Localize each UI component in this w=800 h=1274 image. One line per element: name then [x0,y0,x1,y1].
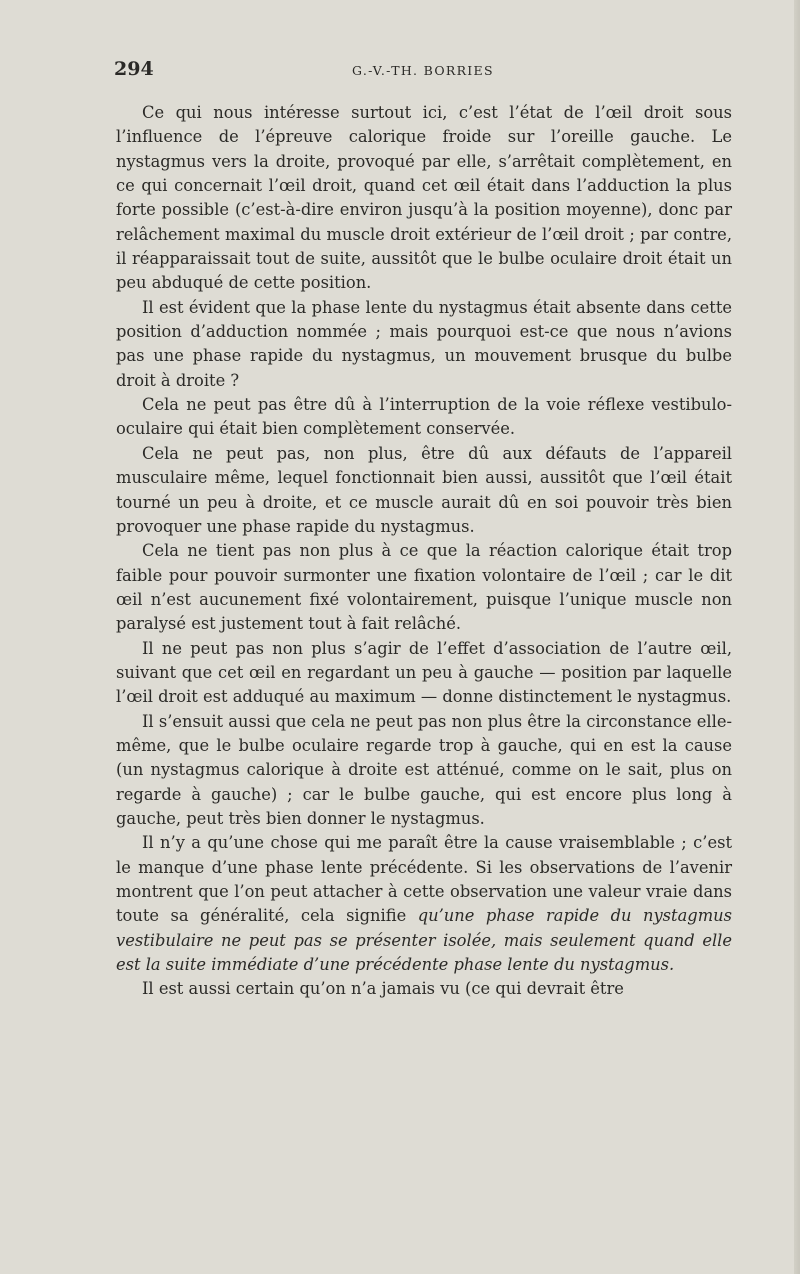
paragraph-2: Il est évident que la phase lente du nystagmus était absente dans cette position d’adduction nommée ; mais pourquoi est-ce que nous n’avions pas une phase rapide du nystagmus, un mouvement brusque du bulbe droit à droite ? [116,297,732,390]
running-head: G.-V.-TH. BORRIES [352,63,494,78]
paragraph-5: Cela ne tient pas non plus à ce que la réaction calorique était trop faible pour pouvoir surmonter une fixation volontaire de l’œil ; car le dit œil n’est aucunement fixé volontairement, puisque l’unique muscle non paralysé est justement tout à fait relâché. [116,541,732,634]
paragraph-8 [116,831,732,977]
paragraph-8-italic: qu’une phase rapide du nystagmus vestibulaire ne peut pas se présenter isolée, mais seulement quand elle est la suite immédiate d’une précédente phase lente du nystagmus. [116,906,732,975]
page-number: 294 [114,58,154,80]
paragraph-9: Il est aussi certain qu’on n’a jamais vu (ce qui devrait être [142,979,624,999]
paragraph-7: Il s’ensuit aussi que cela ne peut pas non plus être la circonstance elle-même, que le bulbe oculaire regarde trop à gauche, qui en est la cause (un nystagmus calorique à droite est atténué, comme on le sait, plus on regarde à gauche) ; car le bulbe gauche, qui est encore plus long à gauche, peut très bien donner le nystagmus. [116,711,732,828]
page-header [114,58,734,84]
paragraph-6: Il ne peut pas non plus s’agir de l’effet d’association de l’autre œil, suivant que cet œil en regardant un peu à gauche — position par laquelle l’œil droit est adduqué au maximum — donne distinctement le nystagmus. [116,638,732,707]
body-text [116,101,732,1002]
paragraph-3: Cela ne peut pas être dû à l’interruption de la voie réflexe vestibulo-oculaire qui était bien complètement conservée. [116,395,732,439]
paragraph-8-lead: Il n’y a qu’une chose qui me paraît être la cause vraisemblable ; c’est le manque d’une phase lente précédente. Si les observations de l’avenir montrent que l’on peut attacher à cette observation une valeur vraie dans toute sa généralité, cela signifie [116,833,732,926]
paragraph-1: Ce qui nous intéresse surtout ici, c’est l’état de l’œil droit sous l’influence de l’épreuve calorique froide sur l’oreille gauche. Le nystagmus vers la droite, provoqué par elle, s’arrêtait complètement, en ce qui concernait l’œil droit, quand cet œil était dans l’adduction la plus forte possible (c’est-à-dire environ jusqu’à la position moyenne), donc par relâchement maximal du muscle droit extérieur de l’œil droit ; par contre, il réapparaissait tout de suite, aussitôt que le bulbe oculaire droit était un peu abduqué de cette position. [116,103,732,293]
page-edge-shadow [794,0,800,1274]
paragraph-4: Cela ne peut pas, non plus, être dû aux défauts de l’appareil musculaire même, lequel fonctionnait bien aussi, aussitôt que l’œil était tourné un peu à droite, et ce muscle aurait dû en soi pouvoir très bien provoquer une phase rapide du nystagmus. [116,443,732,536]
